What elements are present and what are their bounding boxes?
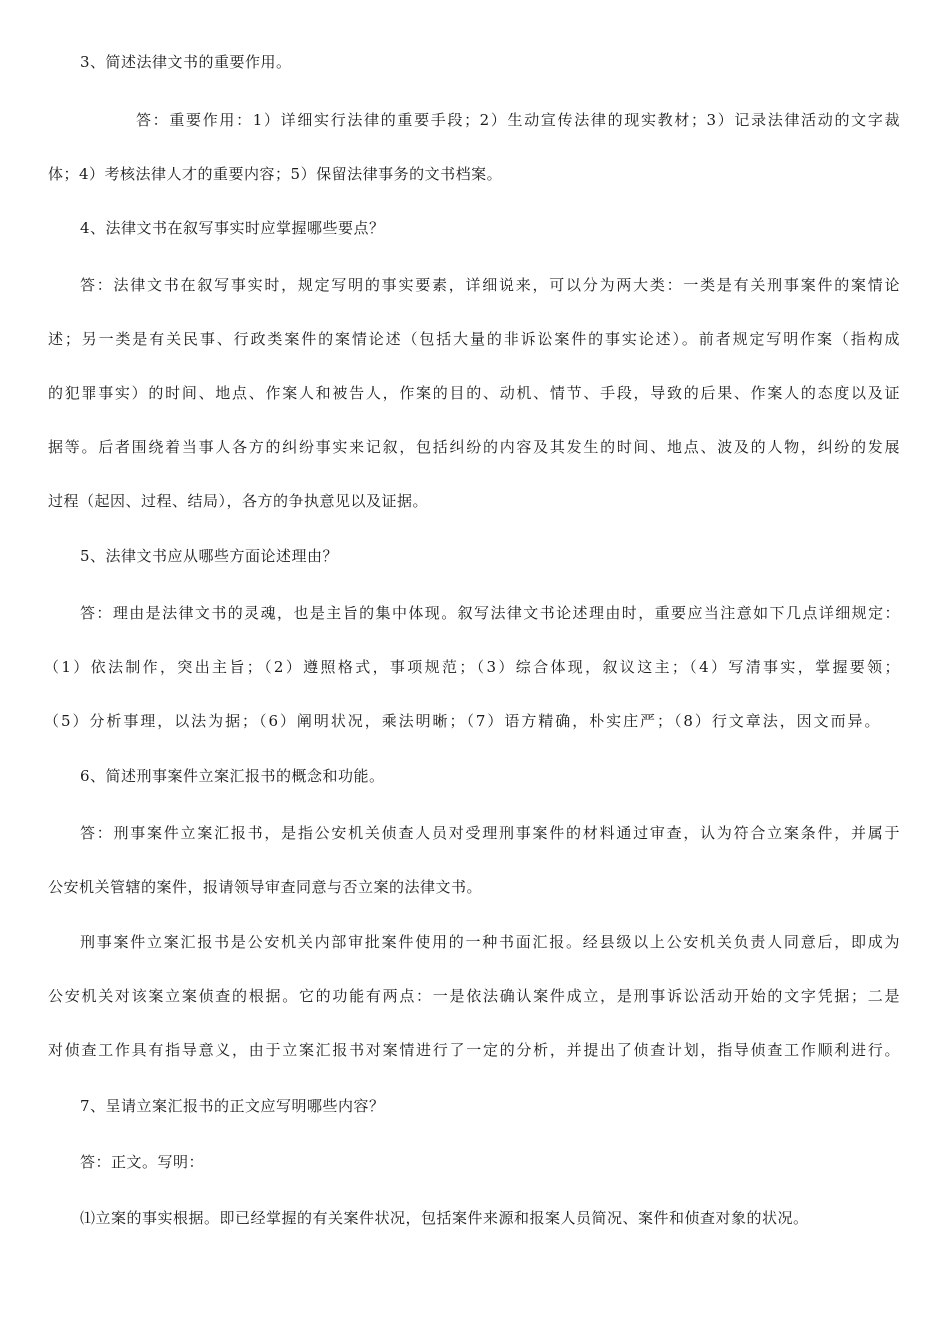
paragraph-line: 据等。后者围绕着当事人各方的纠纷事实来记叙，包括纠纷的内容及其发生的时间、地点、波及的人物，纠纷的发展 xyxy=(48,438,900,456)
heading-q4: 4、法律文书在叙写事实时应掌握哪些要点？ xyxy=(80,219,385,237)
paragraph-line: 公安机关对该案立案侦查的根据。它的功能有两点：一是依法确认案件成立，是刑事诉讼活动开始的文字凭据；二是 xyxy=(48,987,900,1005)
paragraph-line: 答：正文。写明： xyxy=(80,1153,205,1171)
paragraph-line: 公安机关管辖的案件，报请领导审查同意与否立案的法律文书。 xyxy=(48,878,483,896)
paragraph-line: 述；另一类是有关民事、行政类案件的案情论述（包括大量的非诉讼案件的事实论述）。前者规定写明作案（指构成 xyxy=(48,330,900,348)
paragraph-line: 过程（起因、过程、结局），各方的争执意见以及证据。 xyxy=(48,492,429,510)
paragraph-line: 答：重要作用：1）详细实行法律的重要手段；2）生动宣传法律的现实教材；3）记录法律活动的文字裁 xyxy=(136,111,900,129)
heading-q7: 7、呈请立案汇报书的正文应写明哪些内容？ xyxy=(80,1097,385,1115)
paragraph-line: 刑事案件立案汇报书是公安机关内部审批案件使用的一种书面汇报。经县级以上公安机关负责人同意后，即成为 xyxy=(80,933,900,951)
heading-q3: 3、简述法律文书的重要作用。 xyxy=(80,53,292,71)
heading-q6: 6、简述刑事案件立案汇报书的概念和功能。 xyxy=(80,767,385,785)
paragraph-line: （5）分析事理，以法为据；（6）阐明状况，乘法明晰；（7）语方精确，朴实庄严；（8）行文章法，因文而异。 xyxy=(44,712,880,730)
paragraph-line: 答：刑事案件立案汇报书，是指公安机关侦查人员对受理刑事案件的材料通过审查，认为符合立案条件，并属于 xyxy=(80,824,900,842)
paragraph-line: （1）依法制作，突出主旨；（2）遵照格式，事项规范；（3）综合体现，叙议这主；（4）写清事实，掌握要领； xyxy=(44,658,900,676)
paragraph-line: ⑴立案的事实根据。即已经掌握的有关案件状况，包括案件来源和报案人员简况、案件和侦查对象的状况。 xyxy=(80,1209,809,1227)
paragraph-line: 答：法律文书在叙写事实时，规定写明的事实要素，详细说来，可以分为两大类：一类是有关刑事案件的案情论 xyxy=(80,276,900,294)
paragraph-line: 答：理由是法律文书的灵魂，也是主旨的集中体现。叙写法律文书论述理由时，重要应当注意如下几点详细规定： xyxy=(80,604,900,622)
heading-q5: 5、法律文书应从哪些方面论述理由？ xyxy=(80,547,339,565)
paragraph-line: 体；4）考核法律人才的重要内容；5）保留法律事务的文书档案。 xyxy=(48,165,503,183)
paragraph-line: 的犯罪事实）的时间、地点、作案人和被告人，作案的目的、动机、情节、手段，导致的后果、作案人的态度以及证 xyxy=(48,384,900,402)
paragraph-line: 对侦查工作具有指导意义，由于立案汇报书对案情进行了一定的分析，并提出了侦查计划，指导侦查工作顺利进行。 xyxy=(48,1041,900,1059)
